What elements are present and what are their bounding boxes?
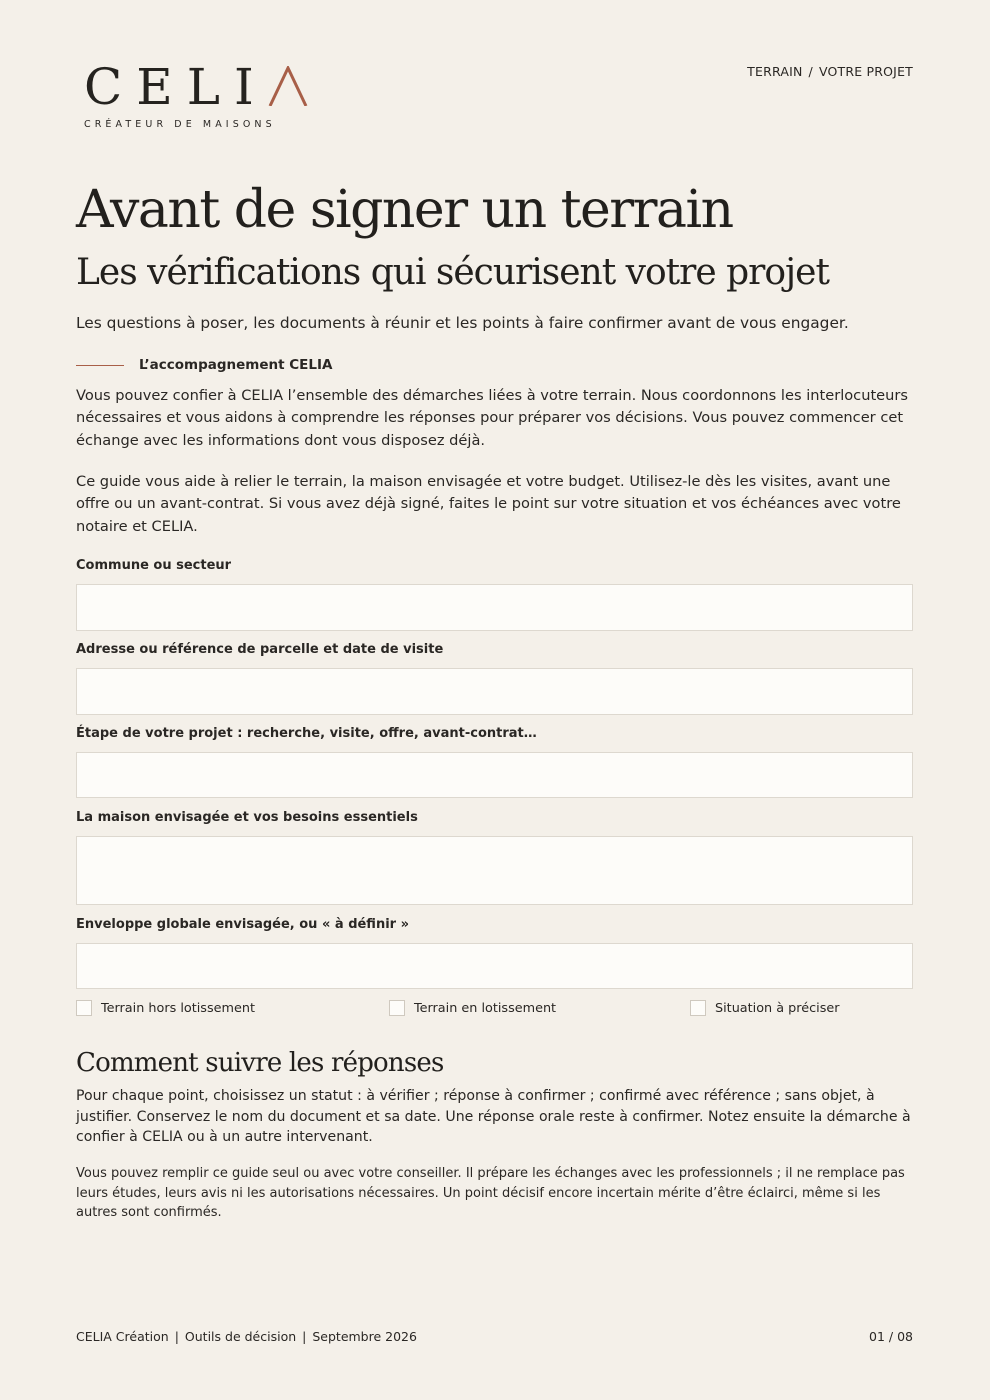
logo-letters: CELI (84, 58, 268, 116)
footer-separator: | (302, 1329, 307, 1344)
logo-wordmark (84, 58, 314, 116)
responses-heading: Comment suivre les réponses (76, 1048, 444, 1078)
checkbox-label: Terrain hors lotissement (101, 1000, 255, 1016)
responses-text: Pour chaque point, choisissez un statut : à vérifier ; réponse à confirmer ; confirmé avec référence ; sans objet, à justifier. Conservez le nom du document et sa date. Une réponse orale reste à confirmer. Notez ensuite la démarche à confier à CELIA ou à un autre intervenant. (76, 1088, 911, 1145)
celia-logo (84, 58, 314, 130)
checkbox-hors-lotissement[interactable] (76, 1000, 255, 1016)
logo-accent-a-icon (268, 66, 308, 106)
commune-field[interactable] (76, 584, 913, 631)
field-label-commune: Commune ou secteur (76, 558, 232, 573)
checkbox-box[interactable] (389, 1000, 405, 1016)
footer-separator: | (174, 1329, 179, 1344)
intro-paragraph-2: Ce guide vous aide à relier le terrain, la maison envisagée et votre budget. Utilisez-le dès les visites, avant une offre ou un avant-contrat. Si vous avez déjà signé, faites le point sur votre situation et vos échéances avec votre notaire et CELIA. (76, 473, 901, 535)
footer-info (76, 1329, 417, 1344)
footer-series: Outils de décision (184, 1329, 297, 1344)
checkbox-a-preciser[interactable] (690, 1000, 840, 1016)
checkbox-en-lotissement[interactable] (389, 1000, 556, 1016)
checkbox-label: Situation à préciser (715, 1000, 840, 1016)
footer-company: CELIA Création (76, 1329, 169, 1344)
enveloppe-field[interactable] (76, 943, 913, 989)
field-label-adresse: Adresse ou référence de parcelle et date de visite (76, 642, 444, 657)
adresse-field[interactable] (76, 668, 913, 715)
checkbox-box[interactable] (690, 1000, 706, 1016)
logo-tagline: CRÉATEUR DE MAISONS (84, 119, 276, 130)
section-rule (76, 365, 124, 366)
breadcrumb-item-projet[interactable]: VOTRE PROJET (818, 64, 913, 79)
page-number: 01 / 08 (869, 1329, 913, 1344)
breadcrumb (747, 64, 913, 79)
etape-field[interactable] (76, 752, 913, 798)
checkbox-label: Terrain en lotissement (414, 1000, 557, 1016)
intro-paragraph-1: Vous pouvez confier à CELIA l’ensemble des démarches liées à votre terrain. Nous coordonnons les interlocuteurs nécessaires et vous aidons à comprendre les réponses pour préparer vos décisions. Vous pouvez commencer cet échange avec les informations dont vous disposez déjà. (76, 387, 909, 449)
responses-note: Vous pouvez remplir ce guide seul ou avec votre conseiller. Il prépare les échanges avec les professionnels ; il ne remplace pas leurs études, leurs avis ni les autorisations nécessaires. Un point décisif encore incertain mérite d’être éclairci, même si les autres sont confirmés. (76, 1166, 905, 1221)
maison-field[interactable] (76, 836, 913, 905)
page-subtitle: Les vérifications qui sécurisent votre projet (76, 252, 829, 293)
breadcrumb-separator: / (808, 64, 813, 79)
field-label-etape: Étape de votre projet : recherche, visite, offre, avant-contrat… (76, 726, 537, 741)
field-label-enveloppe: Enveloppe globale envisagée, ou « à définir » (76, 917, 409, 932)
section-label (76, 357, 332, 373)
page-title: Avant de signer un terrain (76, 180, 733, 240)
breadcrumb-item-terrain[interactable]: TERRAIN (747, 64, 803, 79)
footer-date: Septembre 2026 (312, 1329, 417, 1344)
section-label-text: L’accompagnement CELIA (139, 357, 333, 373)
field-label-maison: La maison envisagée et vos besoins essentiels (76, 810, 418, 825)
checkbox-box[interactable] (76, 1000, 92, 1016)
lead-text: Les questions à poser, les documents à réunir et les points à faire confirmer avant de vous engager. (76, 314, 849, 332)
